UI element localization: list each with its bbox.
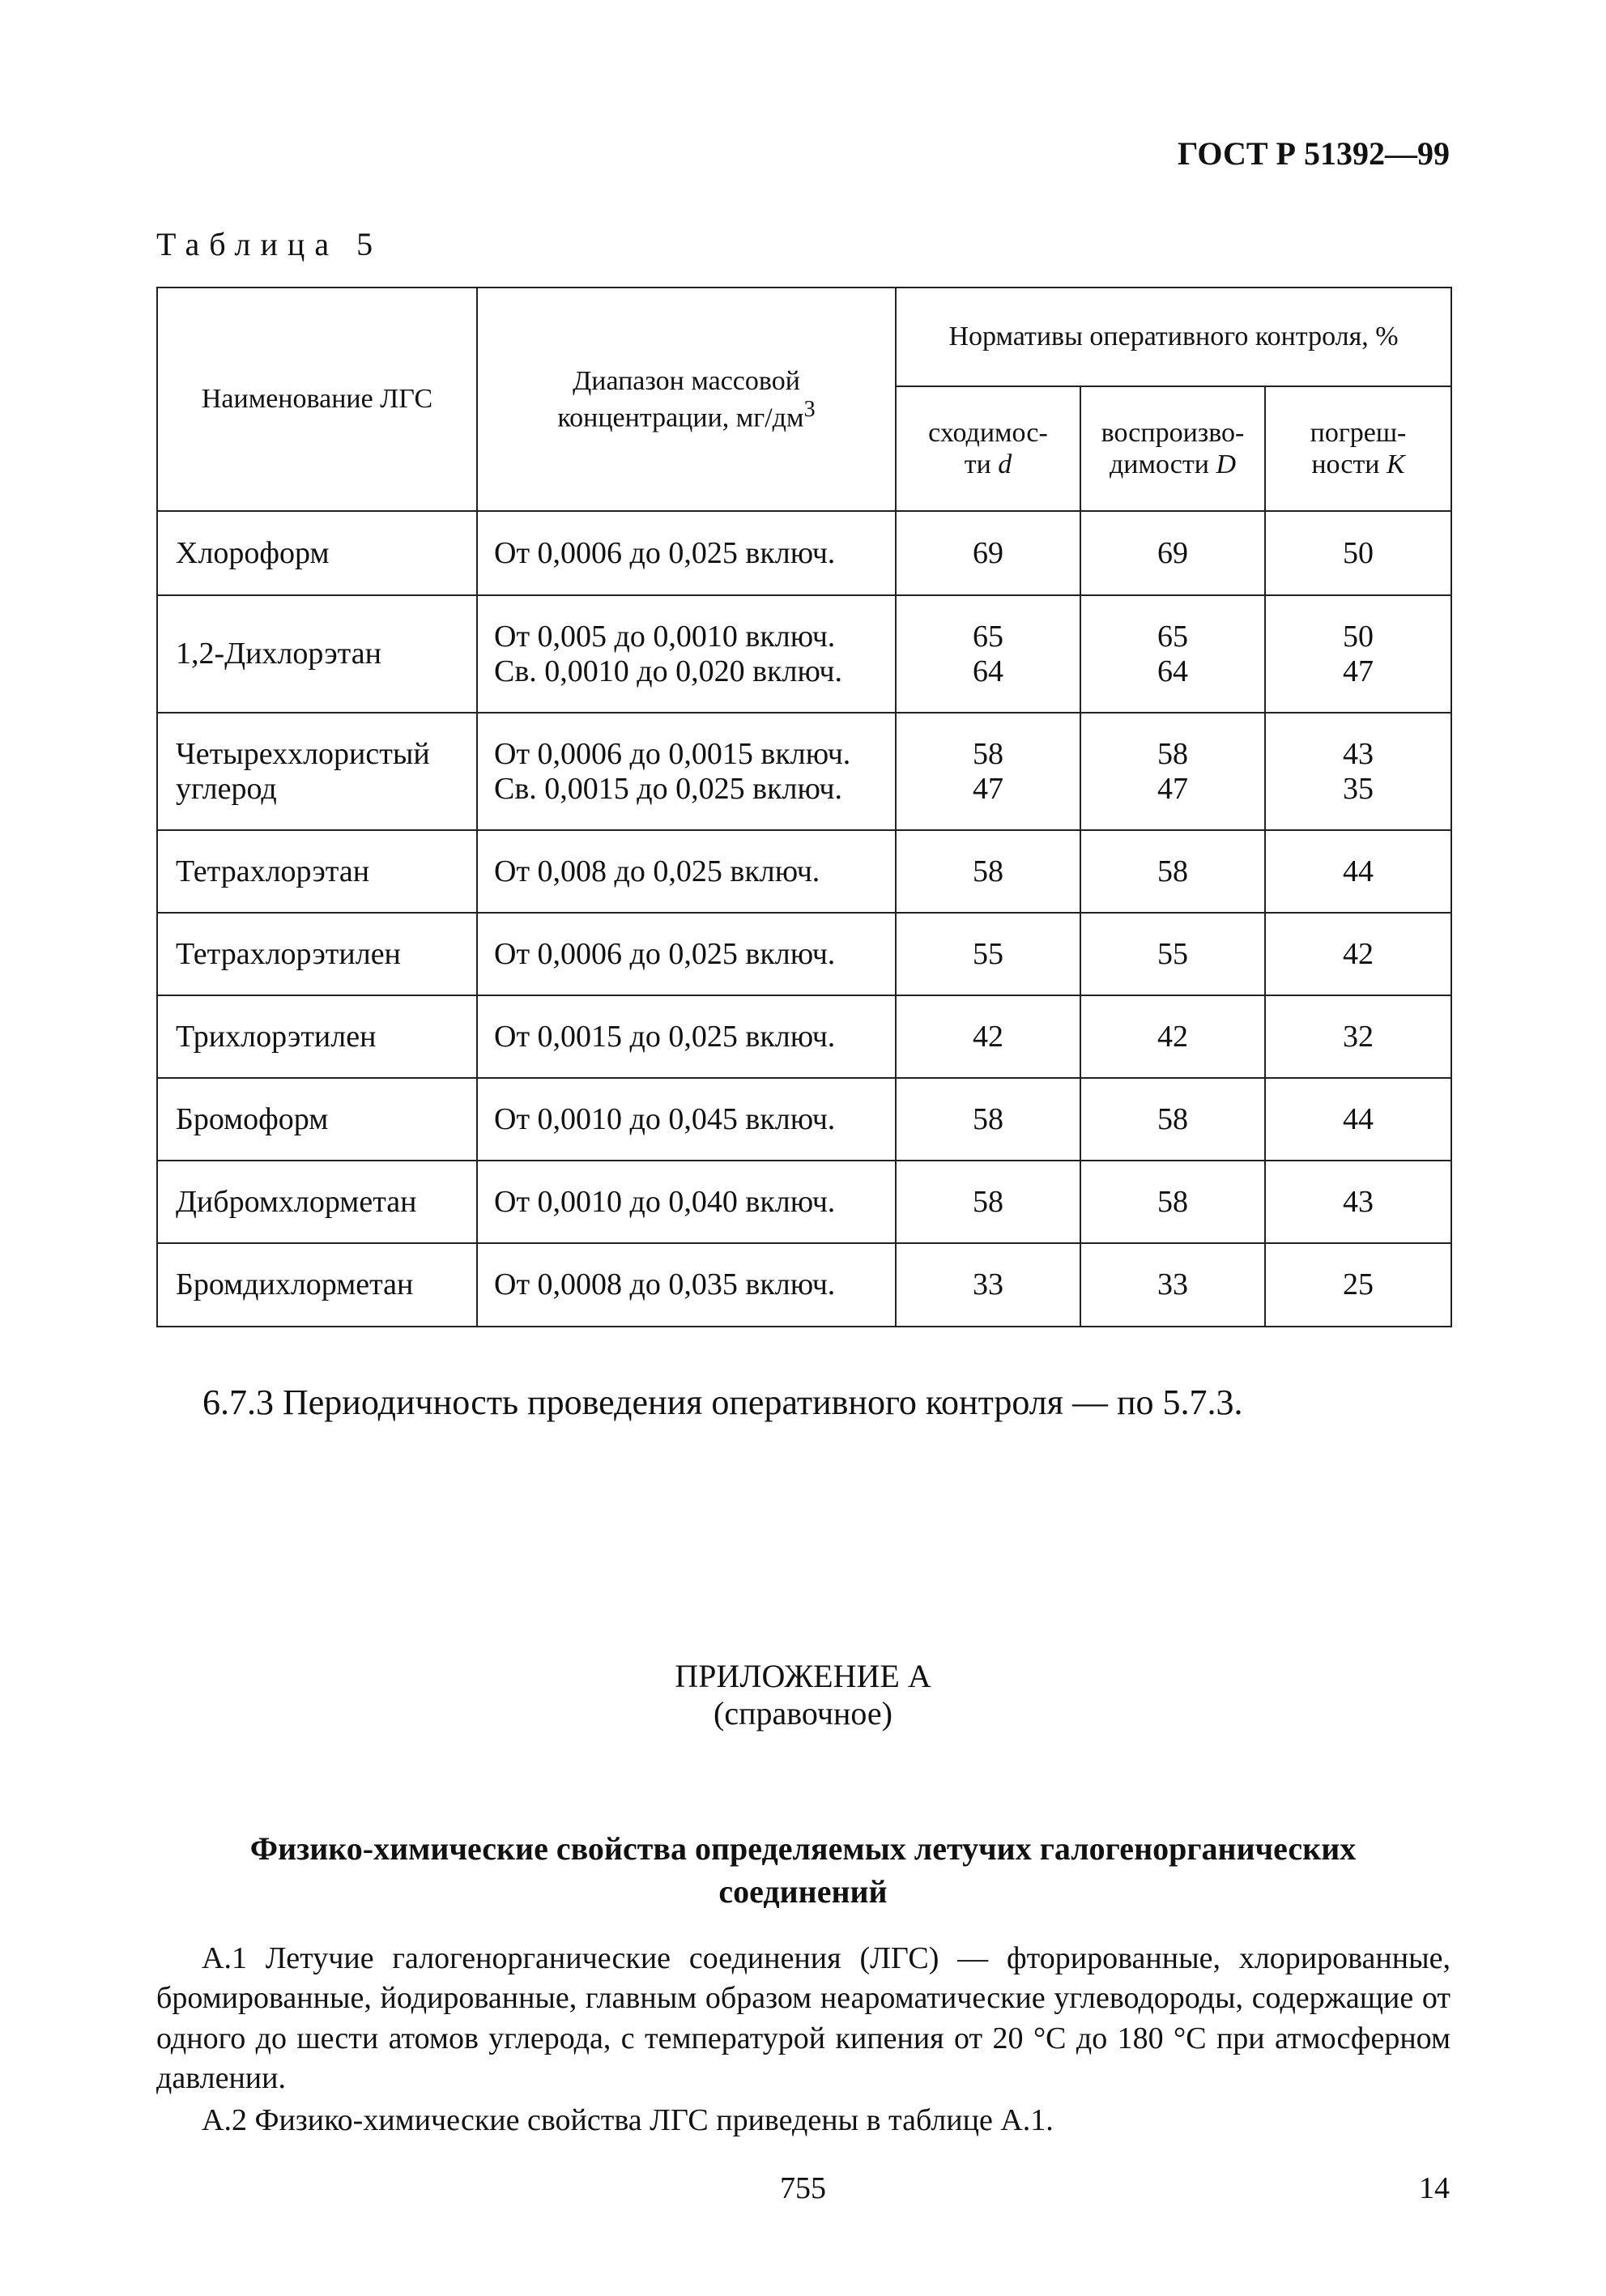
cell-name [157, 995, 477, 1078]
cell-range-line: Св. 0,0015 до 0,025 включ. [494, 771, 843, 806]
appendix-subheading: (справочное) [714, 1695, 892, 1732]
cell-D [1080, 1243, 1265, 1327]
cell-name-line: 1,2-Дихлорэтан [176, 637, 381, 671]
cell-name-line: Тетрахлорэтан [176, 854, 370, 888]
header-D-line1: воспроизво- [1101, 417, 1245, 448]
appendix-title [162, 1827, 1444, 1913]
cell-D-line: 58 [1157, 736, 1188, 771]
table-row [157, 830, 1451, 913]
table-row [157, 1243, 1451, 1327]
cell-d-line: 58 [973, 854, 1003, 888]
cell-name-line: углерод [176, 771, 277, 806]
cell-range-line: От 0,0006 до 0,0015 включ. [494, 736, 851, 771]
appendix-title-line1: Физико-химические свойства определяемых летучих галогенорганических [249, 1830, 1357, 1867]
table-row [157, 511, 1451, 595]
cell-K-line: 35 [1343, 771, 1374, 806]
header-D-line2: димости [1109, 449, 1216, 479]
appendix-heading: ПРИЛОЖЕНИЕ А [675, 1658, 931, 1694]
table-row [157, 1078, 1451, 1161]
cell-K-line: 42 [1343, 936, 1374, 971]
cell-d [896, 995, 1080, 1078]
cell-range-line: От 0,0006 до 0,025 включ. [494, 936, 836, 971]
cell-K-line: 43 [1343, 1184, 1374, 1219]
cell-name-line: Трихлорэтилен [176, 1019, 377, 1054]
cell-D [1080, 713, 1265, 830]
cell-D-line: 47 [1157, 771, 1188, 806]
cell-D-line: 58 [1157, 1184, 1188, 1219]
cell-range-line: От 0,0015 до 0,025 включ. [494, 1019, 836, 1054]
header-d-line1: сходимос- [928, 417, 1048, 448]
cell-name [157, 595, 477, 713]
cell-d-line: 58 [973, 736, 1003, 771]
cell-K-line: 25 [1343, 1267, 1374, 1302]
cell-D-line: 69 [1157, 535, 1188, 570]
table-caption: Таблица 5 [156, 226, 383, 262]
cell-K [1265, 913, 1451, 995]
cell-K [1265, 713, 1451, 830]
cell-name [157, 1078, 477, 1161]
cell-D-line: 42 [1157, 1019, 1188, 1054]
cell-d-line: 58 [973, 1101, 1003, 1136]
cell-d [896, 1161, 1080, 1243]
cell-d [896, 1078, 1080, 1161]
table-row [157, 913, 1451, 995]
control-norms-table [156, 287, 1452, 1327]
header-group: Нормативы оперативного контроля, % [896, 288, 1451, 386]
header-range-line1: Диапазон массовой [573, 365, 800, 396]
table-row [157, 713, 1451, 830]
cell-d-line: 65 [973, 619, 1003, 654]
appendix-heading-block [0, 1660, 1606, 1730]
cell-name-line: Дибромхлорметан [176, 1184, 417, 1219]
cell-range [477, 995, 896, 1078]
cell-K [1265, 830, 1451, 913]
header-d-symbol: d [998, 449, 1012, 479]
standard-number: ГОСТ Р 51392—99 [1177, 135, 1450, 172]
cell-name [157, 830, 477, 913]
cell-d-line: 58 [973, 1184, 1003, 1219]
cell-D [1080, 1078, 1265, 1161]
cell-name-line: Тетрахлорэтилен [176, 936, 401, 971]
page-number-right: 14 [1419, 2171, 1450, 2205]
cell-name [157, 511, 477, 595]
cell-K [1265, 1243, 1451, 1327]
cell-K-line: 43 [1343, 736, 1374, 771]
cell-K-line: 44 [1343, 1101, 1374, 1136]
table-row [157, 995, 1451, 1078]
cell-range [477, 713, 896, 830]
cell-d-line: 47 [973, 771, 1003, 806]
cell-K-line: 32 [1343, 1019, 1374, 1054]
paragraph-a1-text: А.1 Летучие галогенорганические соединения (ЛГС) — фторированные, хлорированные, бромированные, йодированные, главным образом неароматические углеводороды, содержащие от одного до шести атомов углерода, с температурой кипения от 20 °С до 180 °С при атмосферном давлении. [156, 1941, 1451, 2096]
header-D-symbol: D [1216, 449, 1237, 479]
cell-K-line: 50 [1343, 619, 1374, 654]
cell-K-line: 44 [1343, 854, 1374, 888]
cell-K-line: 50 [1343, 535, 1374, 570]
cell-name [157, 713, 477, 830]
cell-d [896, 1243, 1080, 1327]
cell-D [1080, 595, 1265, 713]
header-d-line2: ти [964, 449, 999, 479]
header-K [1265, 386, 1451, 511]
cell-D [1080, 1161, 1265, 1243]
appendix-title-line2: соединений [718, 1873, 888, 1910]
header-d [896, 386, 1080, 511]
cell-K [1265, 1161, 1451, 1243]
cell-d [896, 713, 1080, 830]
cell-name [157, 1161, 477, 1243]
paragraph-a2-text: А.2 Физико-химические свойства ЛГС приведены в таблице А.1. [202, 2103, 1054, 2137]
cell-D-line: 58 [1157, 854, 1188, 888]
header-range [477, 288, 896, 511]
cell-range-line: Св. 0,0010 до 0,020 включ. [494, 654, 843, 688]
cell-range-line: От 0,005 до 0,0010 включ. [494, 619, 836, 654]
cell-range [477, 830, 896, 913]
cell-range-line: От 0,0010 до 0,045 включ. [494, 1101, 836, 1136]
cell-name-line: Хлороформ [176, 535, 330, 570]
header-K-line1: погреш- [1310, 417, 1407, 448]
header-range-line2: концентрации, мг/дм [557, 403, 804, 433]
header-K-symbol: K [1387, 449, 1405, 479]
cell-K [1265, 595, 1451, 713]
cell-name [157, 913, 477, 995]
cell-d-line: 42 [973, 1019, 1003, 1054]
header-range-sup: 3 [803, 396, 816, 422]
cell-name-line: Четыреххлористый [176, 736, 430, 771]
paragraph-6-7-3: 6.7.3 Периодичность проведения оперативного контроля — по 5.7.3. [202, 1382, 1243, 1422]
cell-D-line: 64 [1157, 654, 1188, 688]
header-D [1080, 386, 1265, 511]
header-name: Наименование ЛГС [157, 288, 477, 511]
cell-d-line: 55 [973, 936, 1003, 971]
cell-d [896, 830, 1080, 913]
table-row [157, 1161, 1451, 1243]
page-number-center: 755 [780, 2171, 826, 2205]
cell-K-line: 47 [1343, 654, 1374, 688]
header-K-line2: ности [1311, 449, 1387, 479]
cell-D [1080, 913, 1265, 995]
cell-range [477, 913, 896, 995]
cell-D-line: 58 [1157, 1101, 1188, 1136]
cell-range-line: От 0,0006 до 0,025 включ. [494, 535, 836, 570]
cell-range [477, 1243, 896, 1327]
cell-K [1265, 995, 1451, 1078]
cell-name [157, 1243, 477, 1327]
paragraph-a2 [156, 2101, 1451, 2141]
cell-name-line: Бромдихлорметан [176, 1267, 414, 1302]
cell-D [1080, 830, 1265, 913]
cell-range-line: От 0,0010 до 0,040 включ. [494, 1184, 836, 1219]
table-row [157, 595, 1451, 713]
cell-K [1265, 511, 1451, 595]
cell-D [1080, 511, 1265, 595]
cell-K [1265, 1078, 1451, 1161]
cell-range-line: От 0,0008 до 0,035 включ. [494, 1267, 836, 1302]
cell-D-line: 33 [1157, 1267, 1188, 1302]
cell-name-line: Бромоформ [176, 1101, 329, 1136]
cell-d [896, 913, 1080, 995]
cell-range [477, 595, 896, 713]
cell-D-line: 55 [1157, 936, 1188, 971]
cell-d-line: 64 [973, 654, 1003, 688]
cell-range [477, 1078, 896, 1161]
cell-d-line: 69 [973, 535, 1003, 570]
cell-range-line: От 0,008 до 0,025 включ. [494, 854, 820, 888]
cell-D-line: 65 [1157, 619, 1188, 654]
paragraph-a1 [156, 1939, 1451, 2099]
cell-range [477, 511, 896, 595]
cell-d-line: 33 [973, 1267, 1003, 1302]
cell-d [896, 511, 1080, 595]
cell-d [896, 595, 1080, 713]
cell-range [477, 1161, 896, 1243]
cell-D [1080, 995, 1265, 1078]
